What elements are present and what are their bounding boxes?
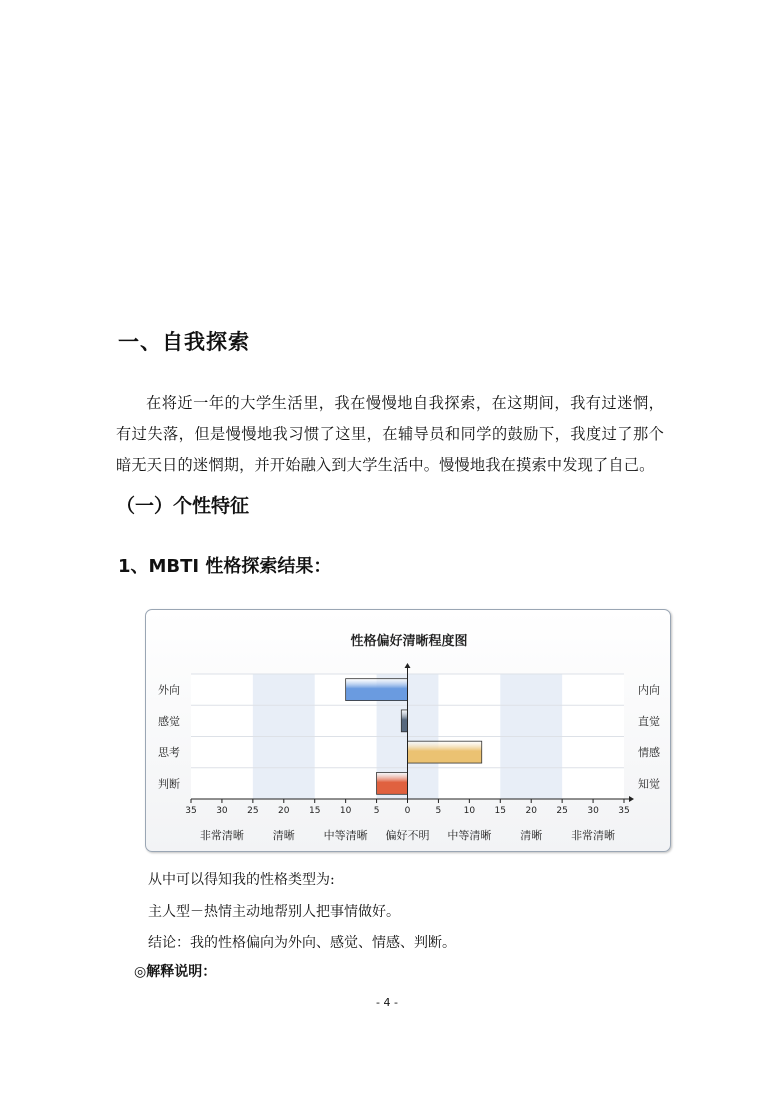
x-axis-arrow bbox=[629, 796, 634, 802]
x-tick-label: 20 bbox=[525, 806, 537, 816]
chart-title: 性格偏好清晰程度图 bbox=[350, 634, 468, 649]
left-label: 判断 bbox=[158, 777, 180, 791]
band-label: 中等清晰 bbox=[323, 829, 368, 842]
right-label: 情感 bbox=[638, 746, 660, 760]
zero-axis-arrow bbox=[405, 663, 411, 668]
band-label: 偏好不明 bbox=[385, 829, 430, 842]
x-tick-label: 30 bbox=[587, 806, 599, 816]
result-line-2: 主人型－热情主动地帮别人把事情做好。 bbox=[148, 904, 400, 920]
left-label: 思考 bbox=[158, 746, 180, 760]
x-tick-label: 5 bbox=[435, 806, 442, 816]
mbti-chart bbox=[145, 609, 671, 852]
band-label: 中等清晰 bbox=[447, 829, 492, 842]
mbti-chart-svg bbox=[146, 610, 672, 853]
left-label: 外向 bbox=[158, 683, 180, 697]
x-tick-label: 15 bbox=[308, 806, 321, 816]
x-tick-label: 10 bbox=[339, 806, 352, 816]
band-label: 清晰 bbox=[272, 829, 295, 842]
result-line-3: 结论：我的性格偏向为外向、感觉、情感、判断。 bbox=[148, 935, 456, 951]
right-label: 知觉 bbox=[638, 777, 660, 791]
explanation-heading: ◎解释说明： bbox=[134, 964, 217, 980]
x-tick-label: 25 bbox=[556, 806, 568, 816]
right-label: 内向 bbox=[638, 683, 660, 697]
result-line-1: 从中可以得知我的性格类型为: bbox=[148, 872, 335, 888]
x-tick-label: 0 bbox=[404, 806, 411, 816]
bar-2 bbox=[408, 741, 482, 763]
band-label: 非常清晰 bbox=[199, 829, 244, 842]
x-tick-label: 25 bbox=[247, 806, 259, 816]
x-tick-label: 10 bbox=[463, 806, 476, 816]
page-number: - 4 - bbox=[376, 996, 398, 1009]
x-tick-label: 15 bbox=[494, 806, 507, 816]
subsubsection-title: 1、MBTI 性格探索结果： bbox=[118, 556, 332, 577]
x-tick-label: 35 bbox=[618, 806, 630, 816]
subsection-title: （一）个性特征 bbox=[116, 495, 250, 517]
left-label: 感觉 bbox=[158, 714, 180, 728]
band-label: 非常清晰 bbox=[571, 829, 616, 842]
right-label: 直觉 bbox=[638, 714, 660, 728]
x-tick-label: 5 bbox=[373, 806, 380, 816]
section-title: 一、自我探索 bbox=[118, 330, 250, 354]
x-tick-label: 35 bbox=[185, 806, 197, 816]
bar-3 bbox=[377, 772, 408, 794]
x-tick-label: 30 bbox=[216, 806, 228, 816]
bar-1 bbox=[401, 710, 407, 732]
intro-paragraph: 在将近一年的大学生活里，我在慢慢地自我探索，在这期间，我有过迷惘，有过失落，但是慢慢地我习惯了这里，在辅导员和同学的鼓励下，我度过了那个暗无天日的迷惘期，并开始融入到大学生活中。慢慢地我在摸索中发现了自己。 bbox=[116, 394, 664, 474]
band-label: 清晰 bbox=[520, 829, 543, 842]
bar-0 bbox=[346, 679, 408, 701]
x-tick-label: 20 bbox=[278, 806, 290, 816]
